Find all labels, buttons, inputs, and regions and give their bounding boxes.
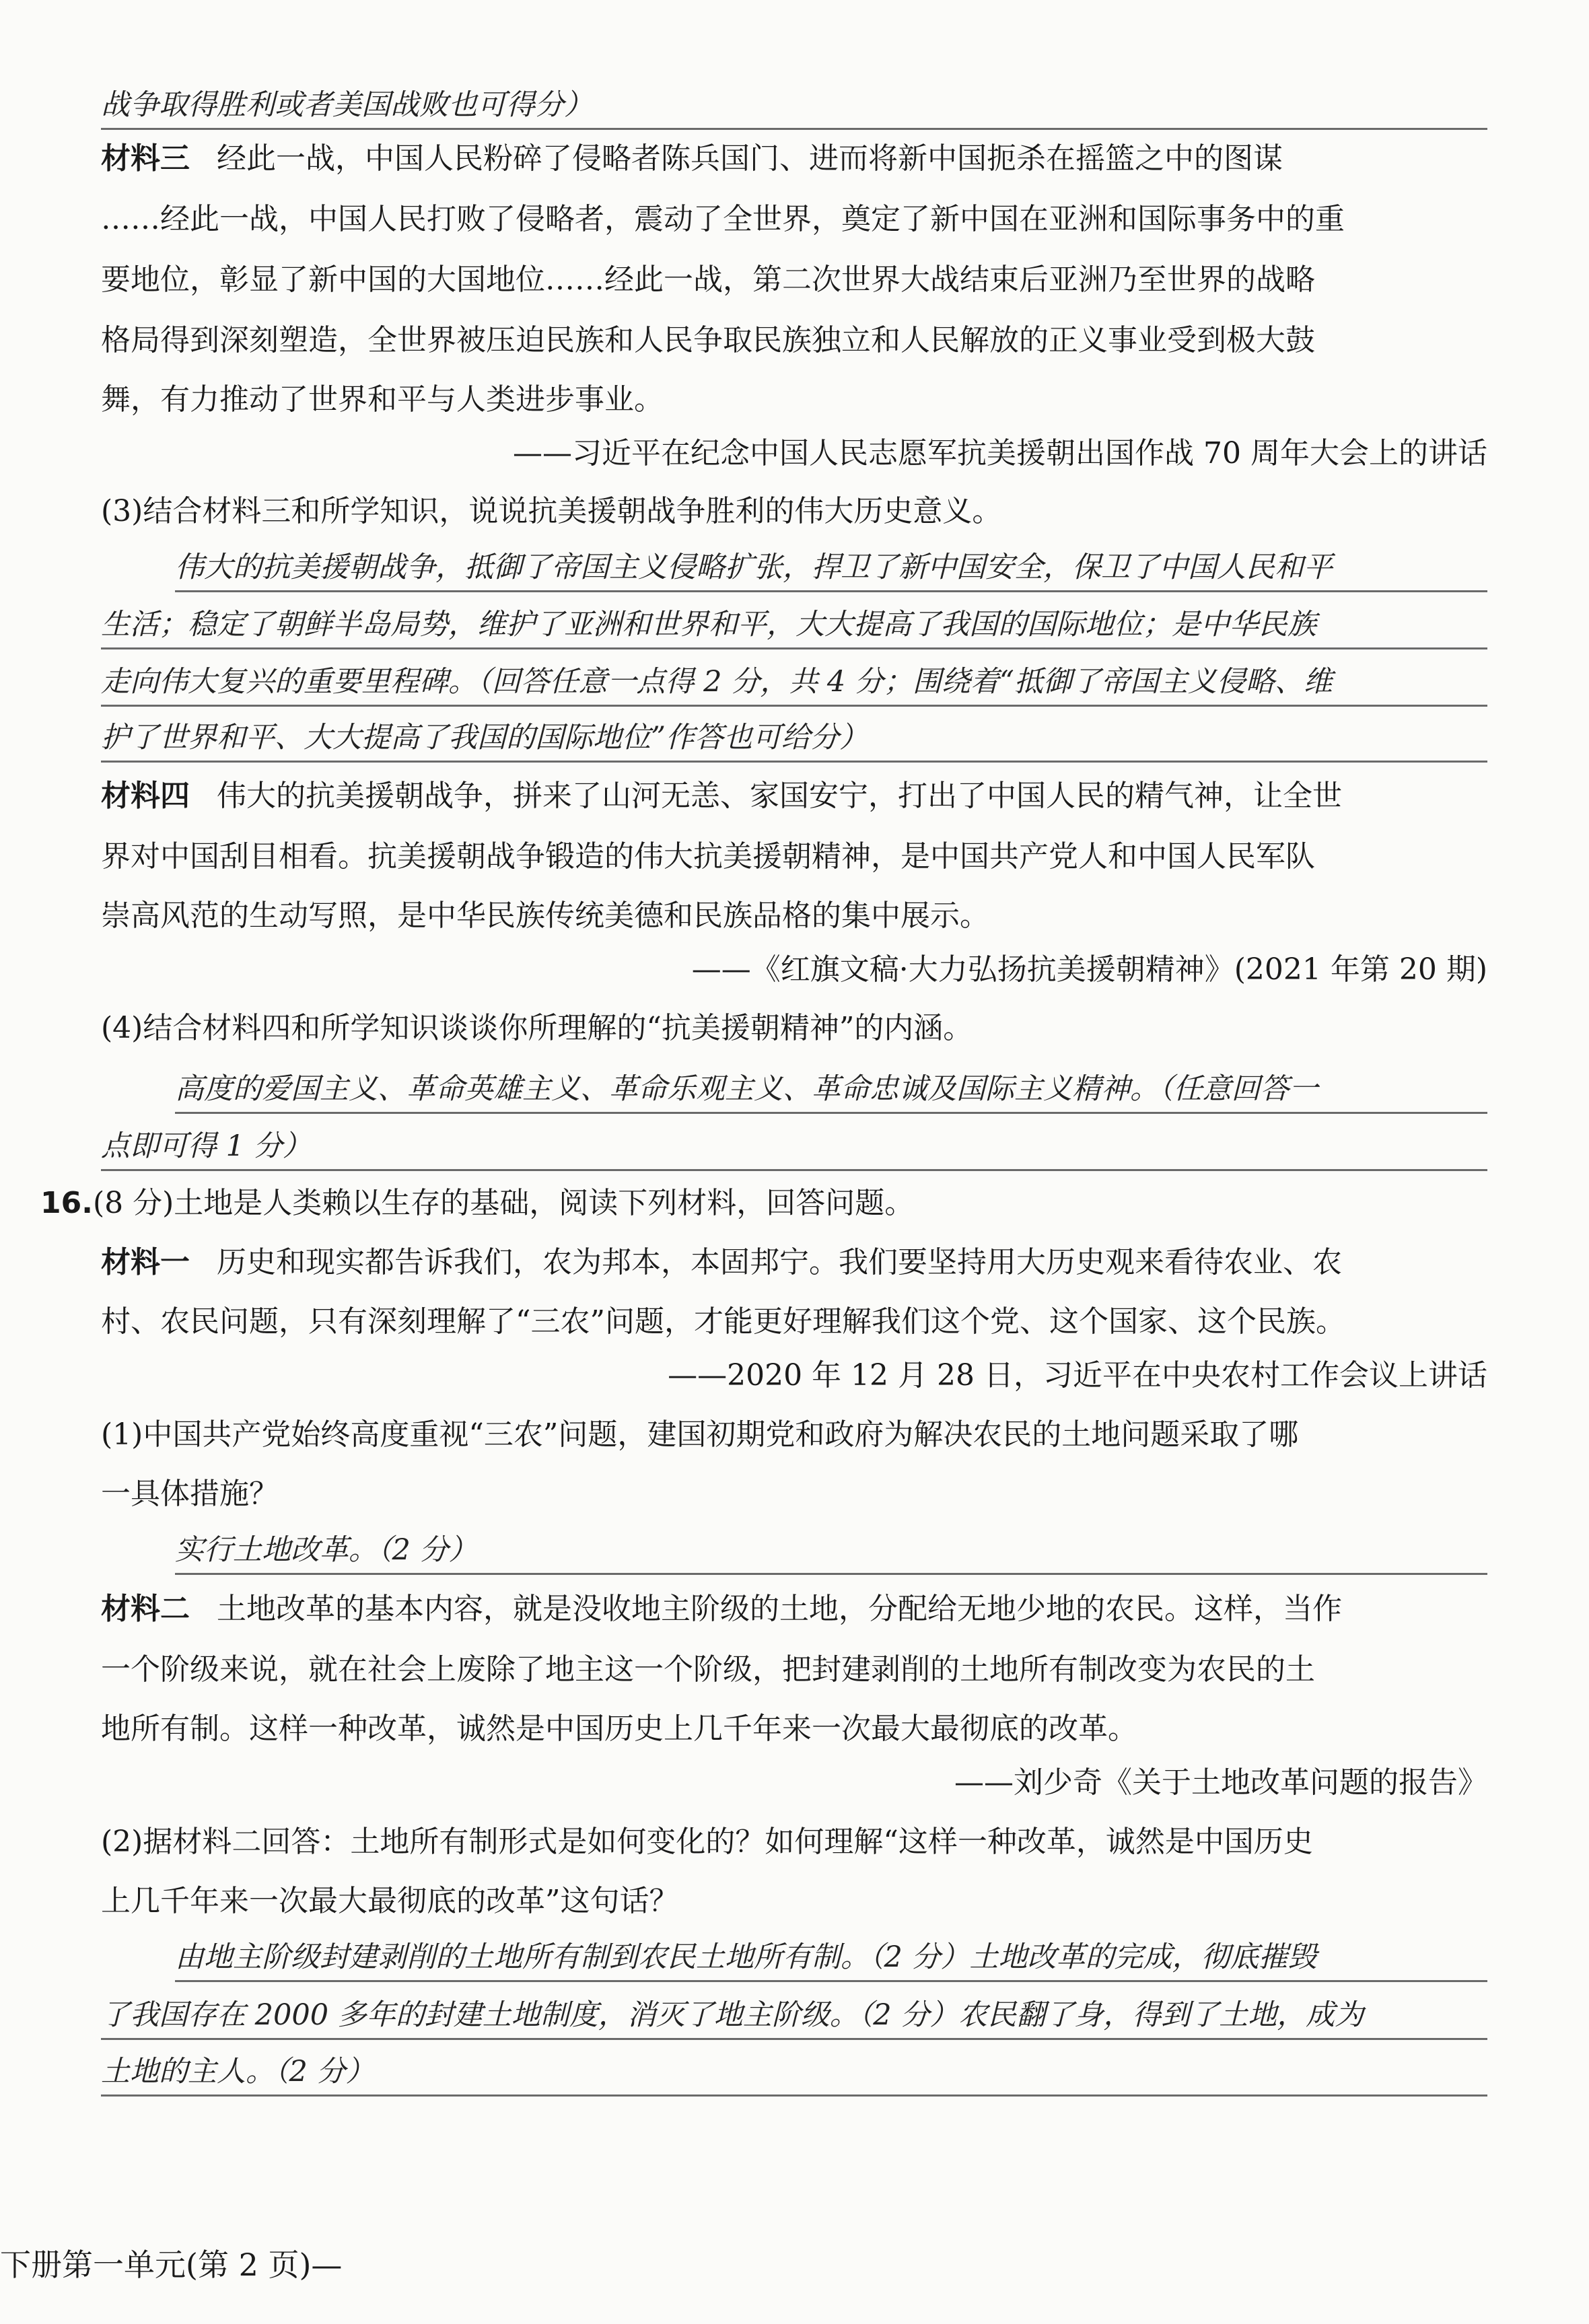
- material3-line-3: 要地位，彰显了新中国的大国地位……经此一战，第二次世界大战结束后亚洲乃至世界的战略: [101, 262, 1315, 297]
- material3-line-4: 格局得到深刻塑造，全世界被压迫民族和人民争取民族独立和人民解放的正义事业受到极大鼓: [101, 323, 1315, 357]
- q3-question: (3)结合材料三和所学知识，说说抗美援朝战争胜利的伟大历史意义。: [101, 494, 1002, 528]
- q16-sub1-question-2: 一具体措施？: [101, 1477, 279, 1511]
- q16-intro-line: [40, 1185, 1487, 1222]
- page-footer: 下册第一单元(第 2 页)—: [0, 2247, 343, 2283]
- q16-sub2-answer-line-3: 土地的主人。（2 分）: [101, 2053, 1487, 2097]
- q16-sub1-answer: 实行土地改革。（2 分）: [175, 1531, 1487, 1575]
- q16-material1-source: ——2020 年 12 月 28 日，习近平在中央农村工作会议上讲话: [668, 1358, 1487, 1393]
- material3-line-5: 舞，有力推动了世界和平与人类进步事业。: [101, 382, 664, 417]
- material4-text-1: 伟大的抗美援朝战争，拼来了山河无恙、家国安宁，打出了中国人民的精气神，让全世: [217, 779, 1342, 813]
- q16-sub2-answer-line-2: 了我国存在 2000 多年的封建土地制度，消灭了地主阶级。（2 分）农民翻了身，得到了土地，成为: [101, 1996, 1487, 2040]
- q16-sub2-answer-line-1: 由地主阶级封建剥削的土地所有制到农民土地所有制。（2 分）土地改革的完成，彻底摧毁: [175, 1938, 1487, 1982]
- q16-number: 16.: [40, 1186, 93, 1220]
- q16-material1-line-2: 村、农民问题，只有深刻理解了“三农”问题，才能更好理解我们这个党、这个国家、这个民族。: [101, 1304, 1345, 1339]
- q16-material2-text-1: 土地改革的基本内容，就是没收地主阶级的土地，分配给无地少地的农民。这样，当作: [217, 1592, 1342, 1626]
- q16-material2-line-1: [101, 1590, 1487, 1628]
- material4-line-1: [101, 777, 1487, 815]
- q16-material1-text-1: 历史和现实都告诉我们，农为邦本，本固邦宁。我们要坚持用大历史观来看待农业、农: [217, 1245, 1342, 1279]
- material3-line-1: [101, 140, 1487, 178]
- material3-source: ——习近平在纪念中国人民志愿军抗美援朝出国作战 70 周年大会上的讲话: [513, 436, 1487, 470]
- material4-label: 材料四: [101, 779, 190, 813]
- q4-answer-line-1: 高度的爱国主义、革命英雄主义、革命乐观主义、革命忠诚及国际主义精神。（任意回答一: [175, 1070, 1487, 1114]
- material3-text-1: 经此一战，中国人民粉碎了侵略者陈兵国门、进而将新中国扼杀在摇篮之中的图谋: [217, 141, 1283, 176]
- q16-sub1-question-1: (1)中国共产党始终高度重视“三农”问题，建国初期党和政府为解决农民的土地问题采取了哪: [101, 1417, 1299, 1452]
- q4-question: (4)结合材料四和所学知识谈谈你所理解的“抗美援朝精神”的内涵。: [101, 1011, 973, 1045]
- material4-source: ——《红旗文稿·大力弘扬抗美援朝精神》(2021 年第 20 期): [691, 952, 1487, 987]
- q16-sub2-question-1: (2)据材料二回答：土地所有制形式是如何变化的？如何理解“这样一种改革，诚然是中国历史: [101, 1825, 1313, 1859]
- q16-material2-label: 材料二: [101, 1592, 190, 1626]
- q16-material1-line-1: [101, 1244, 1487, 1281]
- material3-label: 材料三: [101, 141, 190, 176]
- q3-answer-line-3: 走向伟大复兴的重要里程碑。（回答任意一点得 2 分，共 4 分；围绕着“抵御了帝国主义侵略、维: [101, 663, 1487, 707]
- q16-material2-line-3: 地所有制。这样一种改革，诚然是中国历史上几千年来一次最大最彻底的改革。: [101, 1712, 1137, 1746]
- q3-answer-line-1: 伟大的抗美援朝战争，抵御了帝国主义侵略扩张，捍卫了新中国安全，保卫了中国人民和平: [175, 549, 1487, 592]
- q3-answer-line-4: 护了世界和平、大大提高了我国的国际地位”作答也可给分）: [101, 719, 1487, 763]
- material3-line-2: ……经此一战，中国人民打败了侵略者，震动了全世界，奠定了新中国在亚洲和国际事务中的重: [101, 202, 1345, 236]
- q4-answer-line-2: 点即可得 1 分）: [101, 1127, 1487, 1171]
- q16-intro: (8 分)土地是人类赖以生存的基础，阅读下列材料，回答问题。: [92, 1186, 915, 1220]
- q16-material2-line-2: 一个阶级来说，就在社会上废除了地主这一个阶级，把封建剥削的土地所有制改变为农民的土: [101, 1652, 1315, 1687]
- q16-sub2-question-2: 上几千年来一次最大最彻底的改革”这句话？: [101, 1884, 679, 1918]
- answer-tail: 战争取得胜利或者美国战败也可得分）: [101, 86, 1487, 130]
- material4-line-2: 界对中国刮目相看。抗美援朝战争锻造的伟大抗美援朝精神，是中国共产党人和中国人民军队: [101, 839, 1315, 874]
- q3-answer-line-2: 生活；稳定了朝鲜半岛局势，维护了亚洲和世界和平，大大提高了我国的国际地位；是中华民族: [101, 606, 1487, 649]
- q16-material1-label: 材料一: [101, 1245, 190, 1279]
- q16-material2-source: ——刘少奇《关于土地改革问题的报告》: [954, 1765, 1487, 1800]
- material4-line-3: 崇高风范的生动写照，是中华民族传统美德和民族品格的集中展示。: [101, 899, 989, 933]
